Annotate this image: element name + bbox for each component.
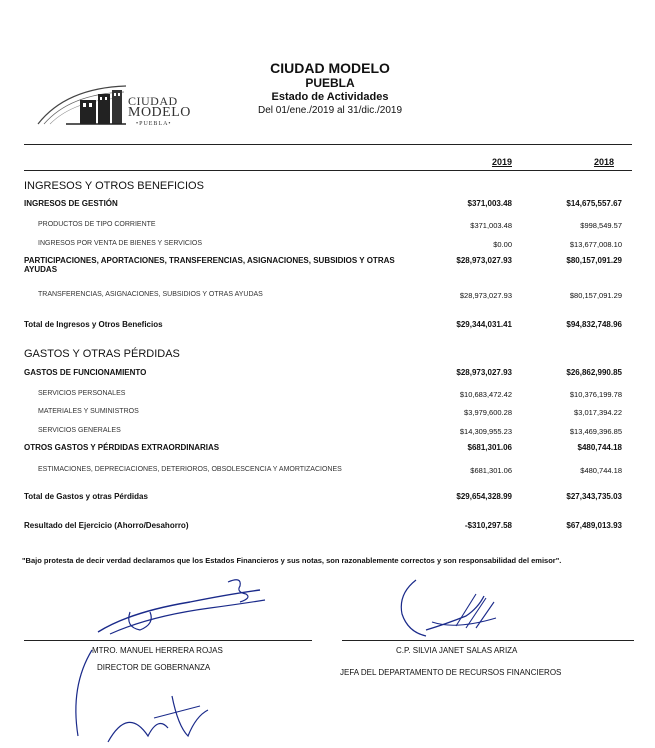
- row-value-2019: $0.00: [493, 240, 512, 249]
- row-transferencias: [24, 291, 622, 305]
- section-ingresos: [24, 180, 622, 194]
- row-estimaciones: [24, 466, 622, 480]
- signature-line-left: [24, 640, 312, 641]
- row-value-2019: -$310,297.58: [464, 521, 512, 530]
- row-value-2018: $27,343,735.03: [566, 492, 622, 501]
- row-value-2019: $28,973,027.93: [456, 368, 512, 377]
- row-value-2019: $29,344,031.41: [456, 320, 512, 329]
- section-gastos: [24, 348, 622, 362]
- row-value-2018: $480,744.18: [577, 443, 622, 452]
- declaration-text: "Bajo protesta de decir verdad declaramos que los Estados Financieros y sus notas, son razonablemente correctos y son responsabilidad del emisor".: [22, 556, 562, 565]
- ciudad-modelo-logo: [36, 80, 196, 127]
- row-value-2018: $14,675,557.67: [566, 199, 622, 208]
- row-total-ingresos: [24, 320, 622, 334]
- row-value-2019: $28,973,027.93: [459, 291, 512, 300]
- row-value-2018: $13,469,396.85: [569, 427, 622, 436]
- row-value-2018: $998,549.57: [580, 221, 622, 230]
- signature-right-icon: [396, 574, 516, 644]
- row-participaciones: [24, 256, 622, 274]
- row-value-2019: $28,973,027.93: [456, 256, 512, 265]
- signer-left-name: MTRO. MANUEL HERRERA ROJAS: [92, 646, 223, 655]
- logo-line-3: •PUEBLA•: [136, 121, 172, 127]
- logo-line-1: CIUDAD: [128, 94, 178, 108]
- row-label: TRANSFERENCIAS, ASIGNACIONES, SUBSIDIOS Y OTRAS AYUDAS: [38, 291, 263, 298]
- year-current-header: 2019: [491, 157, 512, 167]
- row-label: INGRESOS POR VENTA DE BIENES Y SERVICIOS: [38, 240, 203, 247]
- row-materiales-suministros: [24, 408, 622, 422]
- row-label: INGRESOS Y OTROS BENEFICIOS: [24, 180, 204, 192]
- signer-right-title: JEFA DEL DEPARTAMENTO DE RECURSOS FINANCIEROS: [340, 668, 562, 677]
- row-label: PARTICIPACIONES, APORTACIONES, TRANSFERENCIAS, ASIGNACIONES, SUBSIDIOS Y OTRAS AYUDAS: [24, 256, 395, 274]
- row-total-gastos: [24, 492, 622, 506]
- row-value-2019: $681,301.06: [467, 443, 512, 452]
- row-value-2018: $94,832,748.96: [566, 320, 622, 329]
- row-value-2018: $26,862,990.85: [566, 368, 622, 377]
- row-label: SERVICIOS PERSONALES: [38, 390, 126, 397]
- row-value-2019: $10,683,472.42: [459, 390, 512, 399]
- header-divider: [24, 144, 632, 145]
- report-period: Del 01/ene./2019 al 31/dic./2019: [258, 105, 402, 116]
- row-label: GASTOS DE FUNCIONAMIENTO: [24, 368, 147, 377]
- row-otros-gastos: [24, 443, 622, 457]
- document-header: [200, 60, 460, 118]
- row-value-2019: $14,309,955.23: [459, 427, 512, 436]
- row-venta-bienes: [24, 240, 622, 254]
- year-previous-header: 2018: [593, 157, 614, 167]
- row-value-2018: $80,157,091.29: [569, 291, 622, 300]
- logo-line-2: MODELO: [128, 105, 191, 120]
- row-value-2018: $80,157,091.29: [566, 256, 622, 265]
- signer-left-title: DIRECTOR DE GOBERNANZA: [97, 663, 211, 672]
- row-value-2019: $681,301.06: [470, 466, 512, 475]
- row-label: PRODUCTOS DE TIPO CORRIENTE: [38, 221, 156, 228]
- row-value-2019: $29,654,328.99: [456, 492, 512, 501]
- row-value-2018: $10,376,199.78: [569, 390, 622, 399]
- row-label: ESTIMACIONES, DEPRECIACIONES, DETERIOROS, OBSOLESCENCIA Y AMORTIZACIONES: [38, 466, 342, 473]
- logo-building-icon: [36, 80, 131, 126]
- row-servicios-generales: [24, 427, 622, 441]
- row-label: MATERIALES Y SUMINISTROS: [38, 408, 139, 415]
- row-label: OTROS GASTOS Y PÉRDIDAS EXTRAORDINARIAS: [24, 443, 220, 452]
- row-value-2019: $3,979,600.28: [464, 408, 512, 417]
- row-resultado-ejercicio: [24, 521, 622, 535]
- entity-subtitle: PUEBLA: [305, 76, 355, 90]
- row-servicios-personales: [24, 390, 622, 404]
- row-label: SERVICIOS GENERALES: [38, 427, 121, 434]
- row-productos-corriente: [24, 221, 622, 235]
- entity-title: CIUDAD MODELO: [270, 60, 390, 76]
- row-label: Resultado del Ejercicio (Ahorro/Desahorro): [24, 521, 189, 530]
- row-value-2019: $371,003.48: [467, 199, 512, 208]
- signature-line-right: [342, 640, 634, 641]
- row-value-2018: $480,744.18: [580, 466, 622, 475]
- row-value-2018: $3,017,394.22: [574, 408, 622, 417]
- years-divider: [24, 170, 632, 171]
- signature-bottom-icon: [68, 646, 218, 748]
- row-ingresos-gestion: [24, 199, 622, 213]
- row-label: INGRESOS DE GESTIÓN: [24, 199, 118, 208]
- row-value-2018: $67,489,013.93: [566, 521, 622, 530]
- row-value-2019: $371,003.48: [470, 221, 512, 230]
- signature-left-icon: [70, 572, 280, 642]
- row-label: Total de Gastos y otras Pérdidas: [24, 492, 148, 501]
- row-label: GASTOS Y OTRAS PÉRDIDAS: [24, 348, 180, 360]
- row-value-2018: $13,677,008.10: [569, 240, 622, 249]
- signer-right-name: C.P. SILVIA JANET SALAS ARIZA: [396, 646, 518, 655]
- row-gastos-funcionamiento: [24, 368, 622, 382]
- report-title: Estado de Actividades: [271, 91, 389, 103]
- row-label: Total de Ingresos y Otros Beneficios: [24, 320, 163, 329]
